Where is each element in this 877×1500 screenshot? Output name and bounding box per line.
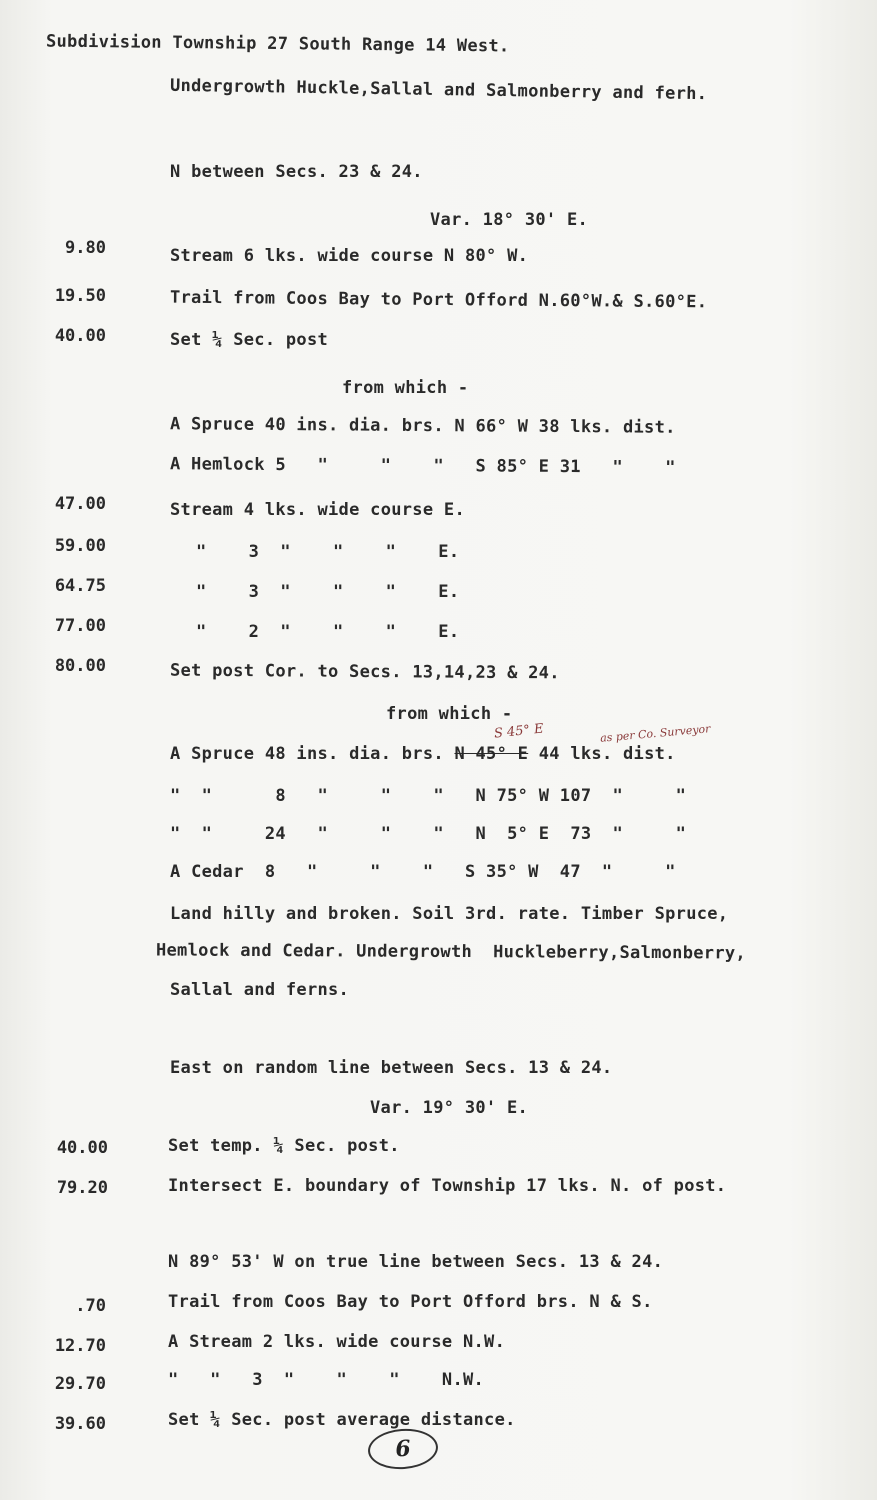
entry-text: Set post Cor. to Secs. 13,14,23 & 24. (169, 660, 560, 684)
handwritten-note: as per Co. Surveyor (599, 722, 711, 745)
distance: 12.70 (54, 1336, 106, 1356)
page-title: Subdivision Township 27 South Range 14 West. (45, 31, 510, 57)
land-description: Sallal and ferns. (170, 980, 350, 1000)
section1-heading: N between Secs. 23 & 24. (170, 162, 423, 182)
corner-tree-line: A Cedar 8 " " " S 35° W 47 " " (170, 862, 676, 882)
corner-tree-line (170, 744, 676, 764)
distance: 59.00 (54, 536, 106, 556)
bearing-tree-line: A Hemlock 5 " " " S 85° E 31 " " (169, 454, 676, 478)
entry-text: " 3 " " " E. (196, 582, 460, 602)
entry-text: Set ¼ Sec. post (170, 330, 329, 350)
entry-text: Stream 4 lks. wide course E. (170, 500, 465, 520)
distance: 77.00 (54, 616, 106, 636)
land-description: Land hilly and broken. Soil 3rd. rate. Timber Spruce, (170, 904, 729, 924)
bearing-tree-line: A Spruce 40 ins. dia. brs. N 66° W 38 lks. dist. (169, 414, 676, 438)
section2-heading: East on random line between Secs. 13 & 24. (170, 1058, 613, 1078)
from-which-label: from which - (342, 378, 469, 398)
distance: 40.00 (56, 1138, 108, 1158)
section2-variation: Var. 19° 30' E. (370, 1098, 529, 1118)
entry-text: Stream 6 lks. wide course N 80° W. (170, 246, 529, 266)
entry-text: " " 3 " " " N.W. (168, 1370, 485, 1390)
entry-text: A Stream 2 lks. wide course N.W. (168, 1332, 506, 1352)
entry-text: Trail from Coos Bay to Port Offord brs. N & S. (168, 1292, 653, 1312)
distance: 29.70 (54, 1374, 106, 1394)
distance: 40.00 (54, 326, 106, 346)
corner-tree-line: " " 24 " " " N 5° E 73 " " (170, 824, 687, 844)
distance: 80.00 (54, 656, 106, 676)
entry-text: Set ¼ Sec. post average distance. (168, 1410, 516, 1430)
section3-heading: N 89° 53' W on true line between Secs. 13 & 24. (168, 1252, 664, 1272)
corner-tree-text: 44 lks. dist. (528, 744, 676, 764)
distance: .70 (75, 1296, 106, 1316)
distance: 47.00 (54, 494, 106, 514)
corner-tree-line: " " 8 " " " N 75° W 107 " " (170, 786, 687, 806)
entry-text: " 2 " " " E. (196, 622, 460, 642)
section1-variation: Var. 18° 30' E. (430, 210, 589, 230)
distance: 19.50 (54, 286, 106, 306)
entry-text: Trail from Coos Bay to Port Offord N.60°W.& S.60°E. (169, 287, 708, 313)
page-number: 6 (367, 1427, 440, 1472)
distance: 64.75 (54, 576, 106, 596)
entry-text: Set temp. ¼ Sec. post. (168, 1136, 400, 1156)
struck-bearing: N 45° E (454, 744, 529, 764)
land-description: Hemlock and Cedar. Undergrowth Huckleberry,Salmonberry, (155, 940, 747, 964)
distance: 9.80 (65, 238, 106, 258)
distance: 79.20 (56, 1178, 108, 1198)
from-which-label: from which - (386, 704, 513, 724)
distance: 39.60 (54, 1414, 106, 1434)
undergrowth-note: Undergrowth Huckle,Sallal and Salmonberry and ferh. (169, 75, 708, 105)
corner-tree-text: A Spruce 48 ins. dia. brs. (170, 744, 455, 764)
entry-text: Intersect E. boundary of Township 17 lks. N. of post. (168, 1176, 727, 1196)
entry-text: " 3 " " " E. (196, 542, 460, 562)
handwritten-correction: S 45° E (493, 721, 545, 742)
